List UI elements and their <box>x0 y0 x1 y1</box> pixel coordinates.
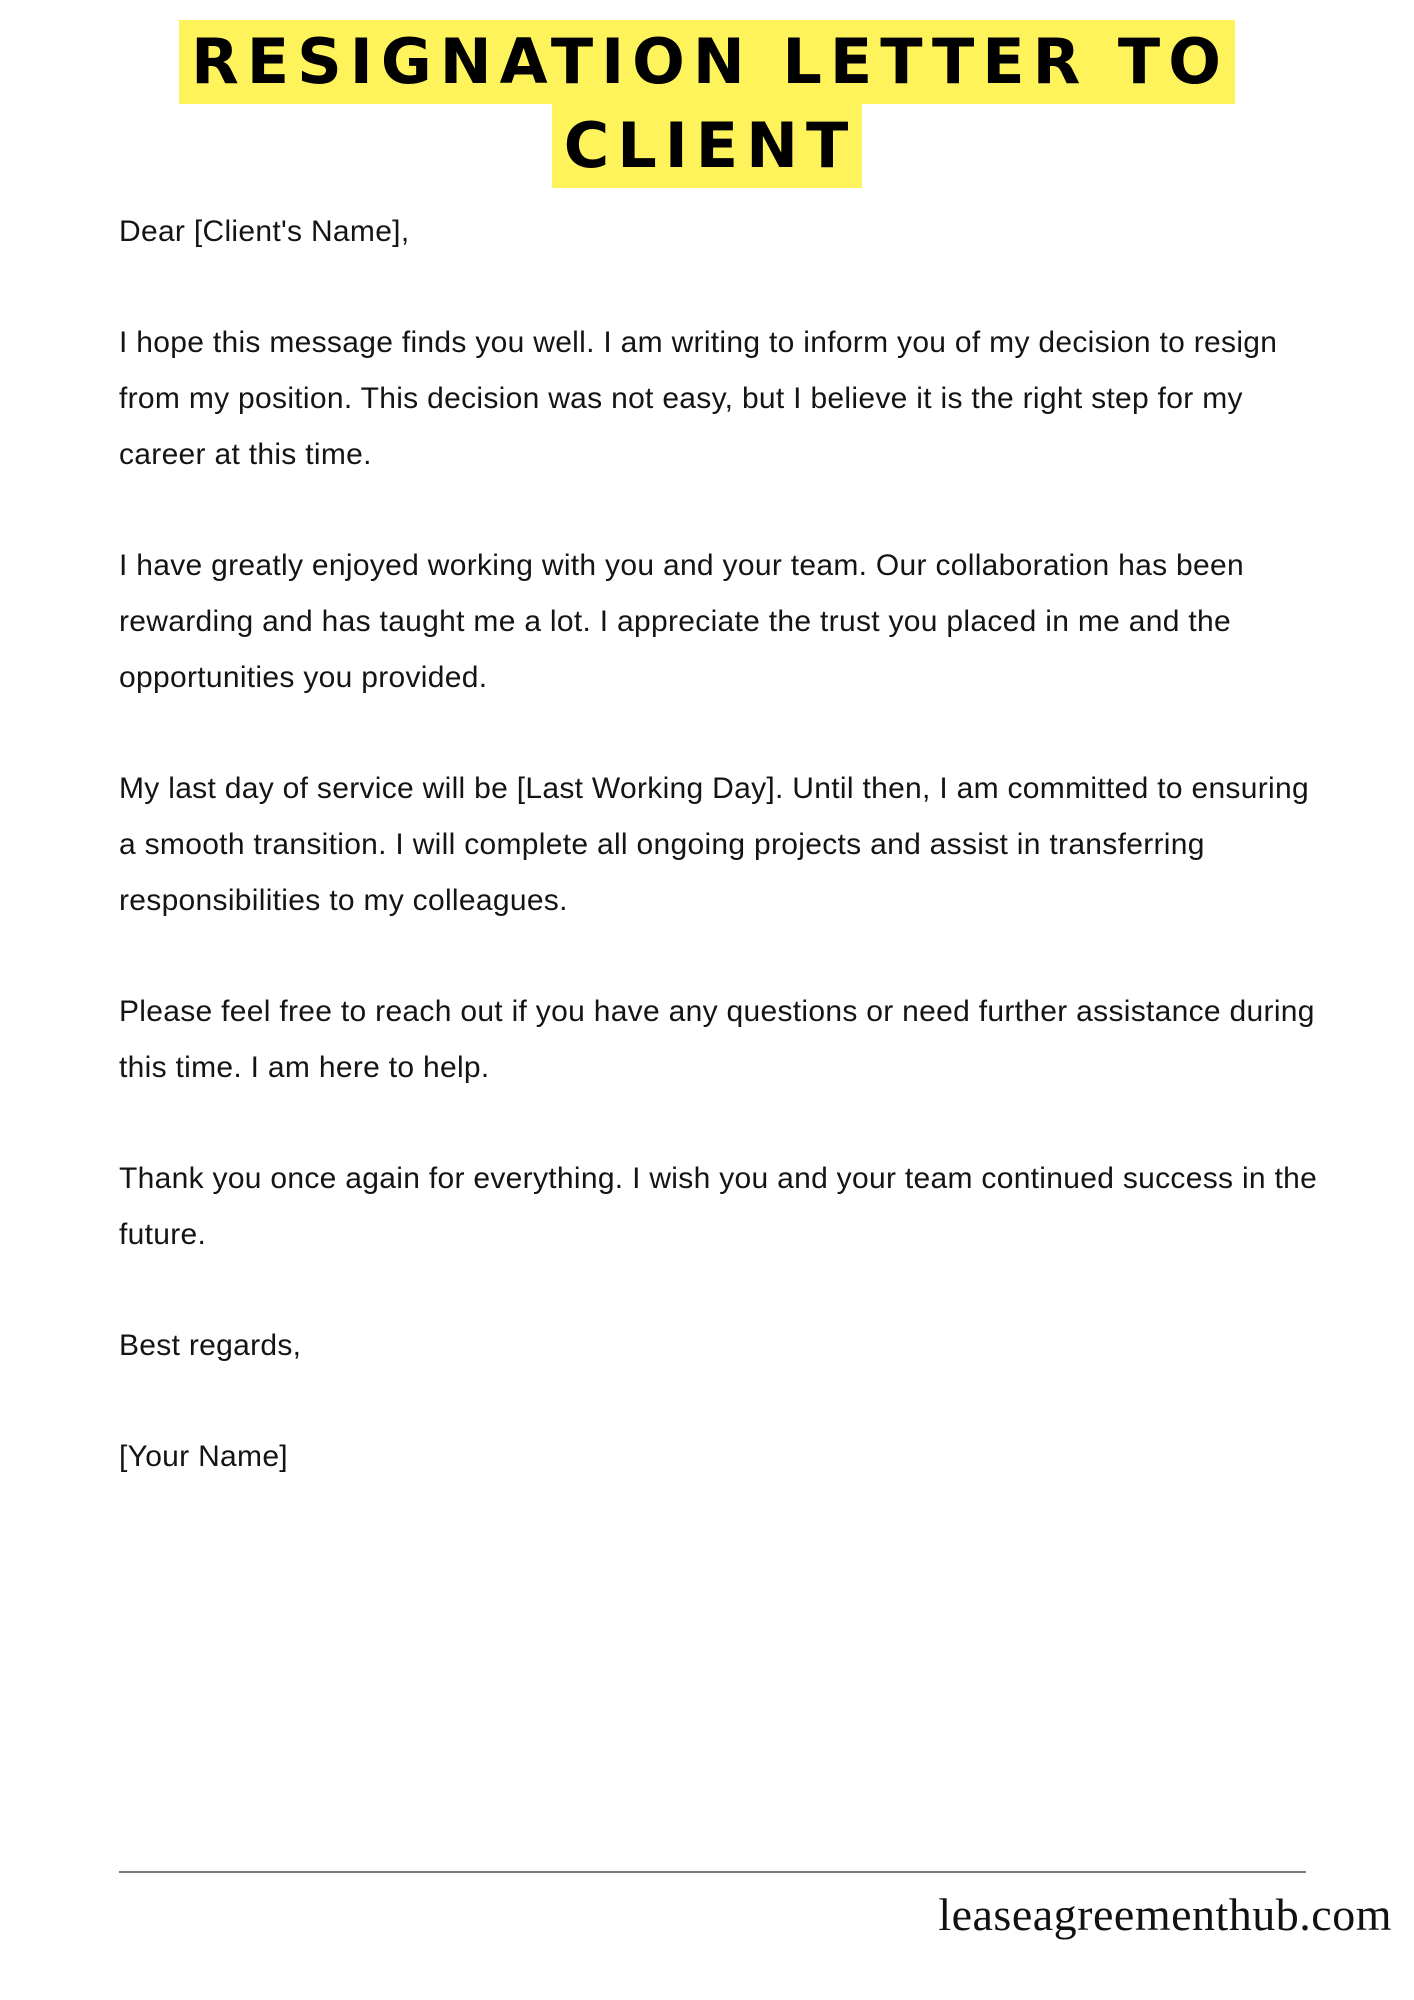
paragraph-2: I have greatly enjoyed working with you and your team. Our collaboration has been rewarding and has taught me a lot. I appreciate the trust you placed in me and the opportunities you provided. <box>119 549 1244 694</box>
letter-body <box>119 204 1319 1540</box>
title-line-2: CLIENT <box>552 104 863 188</box>
paragraph-3: My last day of service will be [Last Working Day]. Until then, I am committed to ensuring a smooth transition. I will complete all ongoing projects and assist in transferring responsibilities to my colleagues. <box>119 772 1309 917</box>
salutation: Dear [Client's Name], <box>119 215 410 248</box>
closing: Best regards, <box>119 1329 302 1362</box>
paragraph-5: Thank you once again for everything. I wish you and your team continued success in the future. <box>119 1162 1318 1251</box>
footer-divider <box>119 1871 1306 1873</box>
document-title <box>0 20 1414 188</box>
footer-brand: leaseagreementhub.com <box>938 1889 1392 1940</box>
signature: [Your Name] <box>119 1440 288 1473</box>
paragraph-4: Please feel free to reach out if you have any questions or need further assistance during this time. I am here to help. <box>119 995 1315 1084</box>
paragraph-1: I hope this message finds you well. I am writing to inform you of my decision to resign from my position. This decision was not easy, but I believe it is the right step for my career at this time. <box>119 326 1278 471</box>
title-line-1: RESIGNATION LETTER TO <box>179 20 1235 104</box>
